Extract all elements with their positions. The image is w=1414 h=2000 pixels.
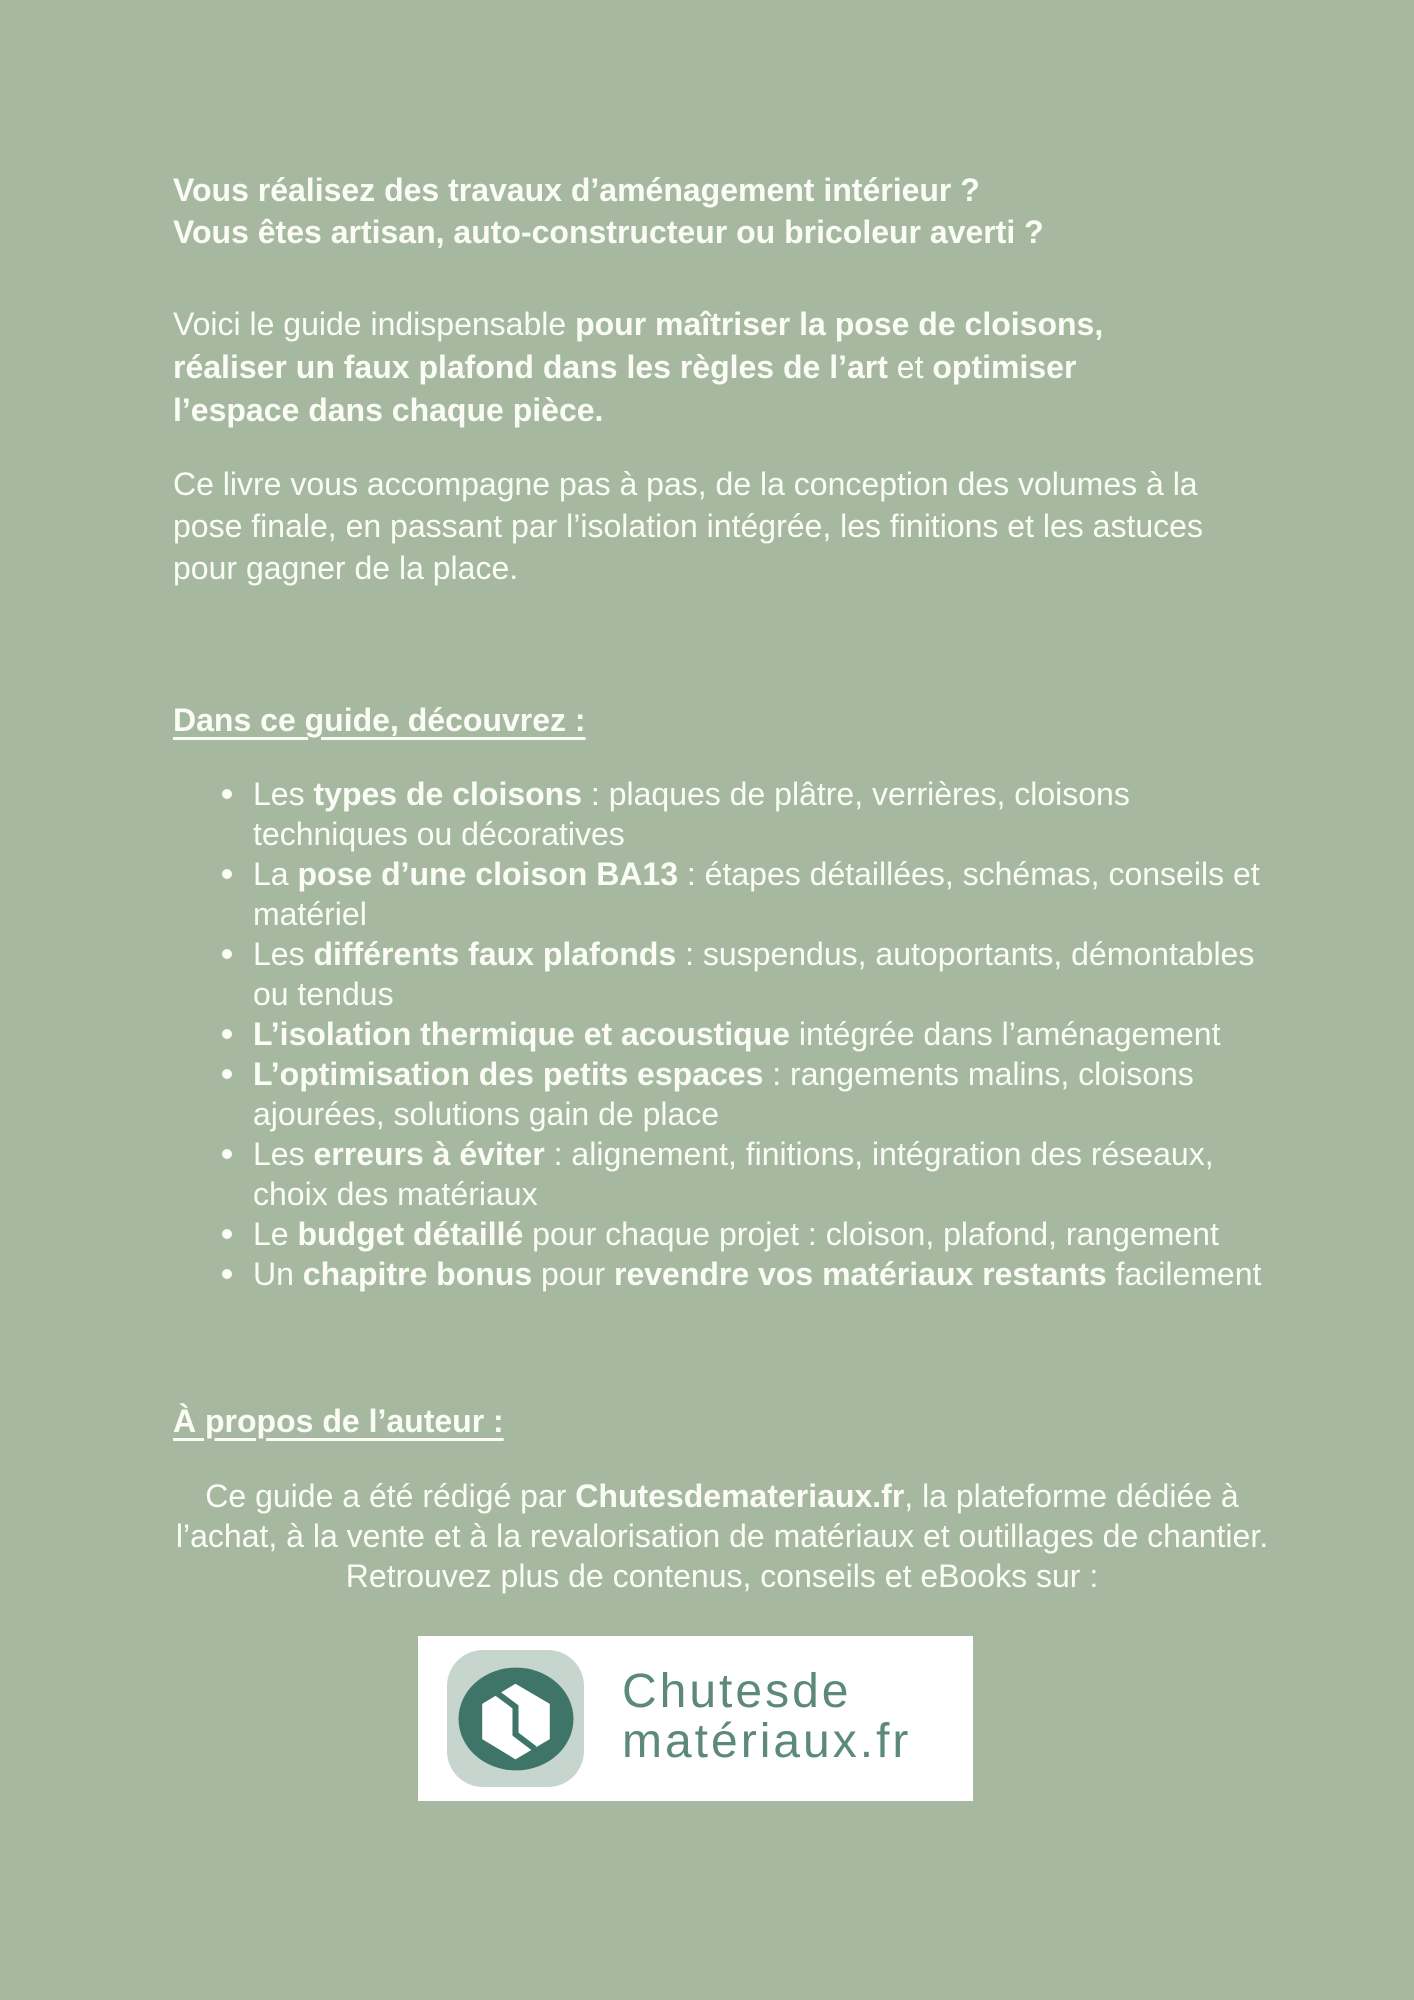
text-segment: : rangements malins, cloisons xyxy=(763,1056,1194,1092)
text-line xyxy=(253,1054,1278,1094)
text-line xyxy=(253,934,1278,974)
pitch-paragraph xyxy=(173,303,1103,432)
text-segment: : suspendus, autoportants, démontables xyxy=(676,936,1255,972)
text-segment: Voici le guide indispensable xyxy=(173,306,576,342)
text-segment: chapitre bonus xyxy=(302,1256,533,1292)
text-line xyxy=(253,1254,1278,1294)
text-line xyxy=(253,1134,1278,1174)
text-segment: et xyxy=(887,349,933,385)
text-segment: pour xyxy=(532,1256,614,1292)
text-line xyxy=(173,303,1103,346)
text-segment: techniques ou décoratives xyxy=(253,816,625,852)
author-section-heading: À propos de l’auteur : xyxy=(173,1403,504,1439)
text-line: pour gagner de la place. xyxy=(173,550,519,586)
text-line xyxy=(173,389,1103,432)
text-segment: La xyxy=(253,856,298,892)
text-line xyxy=(162,1556,1282,1596)
guide-bullet-item xyxy=(222,1254,1278,1294)
guide-bullet-item xyxy=(222,1214,1278,1254)
brand-wordmark-line2: matériaux.fr xyxy=(622,1715,912,1768)
text-segment: Les xyxy=(253,776,314,812)
brand-wordmark-line1: Chutesde xyxy=(622,1665,852,1718)
text-line xyxy=(253,1214,1278,1254)
brand-logo xyxy=(418,1636,973,1801)
text-line xyxy=(253,894,1278,934)
text-line xyxy=(173,346,1103,389)
text-line xyxy=(253,1174,1278,1214)
author-paragraph xyxy=(162,1476,1282,1596)
text-segment: L’optimisation des petits espaces xyxy=(253,1056,764,1092)
text-segment: l’achat, à la vente et à la revalorisation de matériaux et outillages de chantier. xyxy=(175,1518,1269,1554)
text-segment: ou tendus xyxy=(253,976,394,1012)
text-line xyxy=(253,1094,1278,1134)
guide-bullet-item xyxy=(222,774,1278,854)
guide-bullet-item xyxy=(222,1134,1278,1214)
text-segment: Les xyxy=(253,1136,314,1172)
text-segment: Le xyxy=(253,1216,298,1252)
text-segment: Retrouvez plus de contenus, conseils et eBooks sur : xyxy=(345,1558,1099,1594)
text-segment: réaliser un faux plafond dans les règles de l’art xyxy=(173,349,888,385)
text-line xyxy=(253,974,1278,1014)
intro-heading xyxy=(173,169,1044,253)
text-line xyxy=(253,814,1278,854)
text-segment: pour maîtriser la pose de cloisons, xyxy=(575,306,1104,342)
guide-bullet-list xyxy=(222,774,1278,1294)
text-segment: : étapes détaillées, schémas, conseils et xyxy=(678,856,1260,892)
text-line xyxy=(253,774,1278,814)
text-segment: l’espace dans chaque pièce. xyxy=(173,392,604,428)
description-paragraph xyxy=(173,463,1203,589)
brand-app-icon xyxy=(447,1650,584,1787)
text-segment: différents faux plafonds xyxy=(313,936,677,972)
text-line: pose finale, en passant par l’isolation intégrée, les finitions et les astuces xyxy=(173,508,1203,544)
text-segment: ajourées, solutions gain de place xyxy=(253,1096,720,1132)
text-segment: choix des matériaux xyxy=(253,1176,538,1212)
text-segment: : plaques de plâtre, verrières, cloisons xyxy=(582,776,1130,812)
text-segment: erreurs à éviter xyxy=(313,1136,545,1172)
text-segment: pour chaque projet : cloison, plafond, rangement xyxy=(523,1216,1219,1252)
text-line: Vous réalisez des travaux d’aménagement intérieur ? xyxy=(173,172,980,208)
guide-section-heading: Dans ce guide, découvrez : xyxy=(173,702,586,738)
text-line: Ce livre vous accompagne pas à pas, de la conception des volumes à la xyxy=(173,466,1198,502)
text-segment: Les xyxy=(253,936,314,972)
text-segment: pose d’une cloison BA13 xyxy=(297,856,678,892)
text-segment: revendre vos matériaux restants xyxy=(613,1256,1107,1292)
cube-recycle-icon xyxy=(457,1665,575,1773)
text-segment: L’isolation thermique et acoustique xyxy=(253,1016,790,1052)
text-segment: Ce guide a été rédigé par xyxy=(205,1478,576,1514)
text-segment: optimiser xyxy=(932,349,1077,385)
brand-wordmark xyxy=(622,1667,911,1767)
text-segment: budget détaillé xyxy=(297,1216,524,1252)
text-segment: types de cloisons xyxy=(313,776,583,812)
text-segment: , la plateforme dédiée à xyxy=(904,1478,1239,1514)
text-segment: : alignement, finitions, intégration des réseaux, xyxy=(544,1136,1214,1172)
text-segment: facilement xyxy=(1106,1256,1262,1292)
text-line xyxy=(253,854,1278,894)
guide-bullet-item xyxy=(222,854,1278,934)
text-line xyxy=(253,1014,1278,1054)
text-line xyxy=(162,1476,1282,1516)
text-segment: Chutesdemateriaux.fr xyxy=(575,1478,905,1514)
text-segment: Un xyxy=(253,1256,303,1292)
guide-bullet-item xyxy=(222,1054,1278,1134)
text-segment: matériel xyxy=(253,896,367,932)
text-segment: intégrée dans l’aménagement xyxy=(789,1016,1221,1052)
text-line xyxy=(162,1516,1282,1556)
guide-bullet-item xyxy=(222,1014,1278,1054)
text-line: Vous êtes artisan, auto-constructeur ou bricoleur averti ? xyxy=(173,214,1044,250)
guide-bullet-item xyxy=(222,934,1278,1014)
